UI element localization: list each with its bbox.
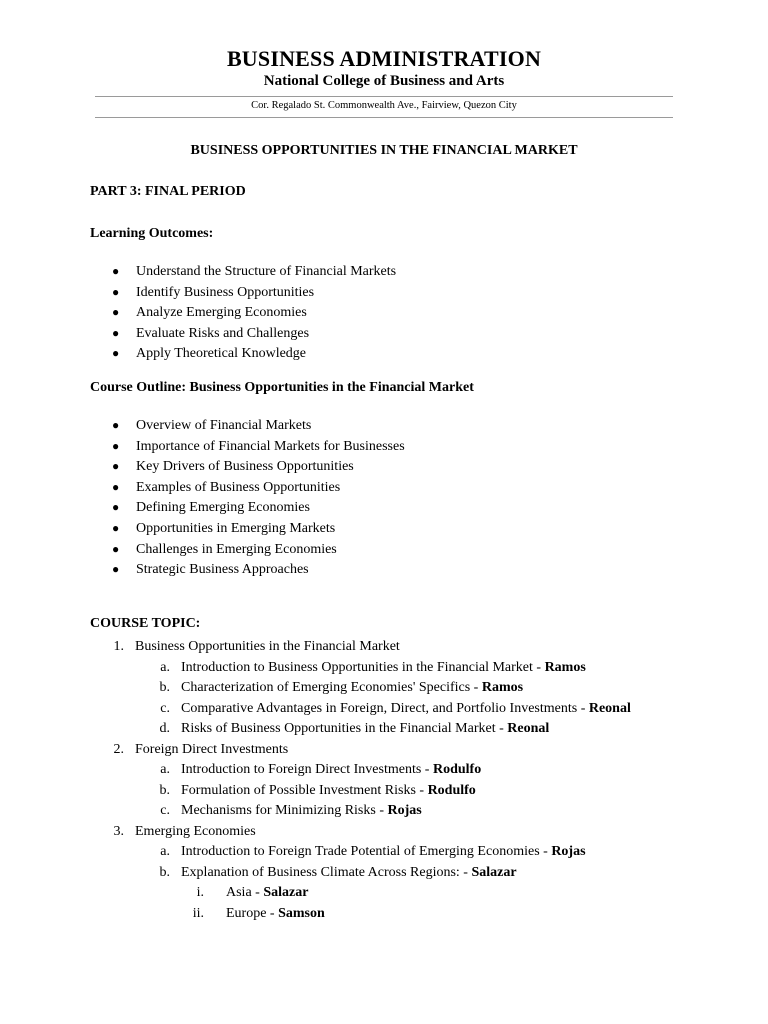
bullet-icon: ● xyxy=(112,500,120,515)
subtopic-letter: a. xyxy=(160,659,170,675)
sub-subtopic-numeral: i. xyxy=(196,885,204,900)
bullet-icon: ● xyxy=(112,541,120,556)
sub-subtopic-numeral: ii. xyxy=(192,905,204,921)
assigned-presenter: Rojas xyxy=(551,844,586,859)
list-item xyxy=(112,415,405,436)
subtopic-letter: c. xyxy=(160,700,170,716)
subtopic-text: Mechanisms for Minimizing Risks - Rojas xyxy=(181,803,422,818)
bullet-icon: ● xyxy=(112,562,120,577)
topic-number: 1. xyxy=(113,639,124,654)
list-item xyxy=(112,477,405,498)
bullet-icon: ● xyxy=(112,325,120,340)
subtopic-letter: b. xyxy=(159,864,170,880)
sub-subtopic-text: Asia - Salazar xyxy=(226,885,309,900)
institution-name: National College of Business and Arts xyxy=(263,73,505,89)
subtopic-text: Explanation of Business Climate Across Regions: - Salazar xyxy=(181,864,517,880)
subtopic-text: Characterization of Emerging Economies' Specifics - Ramos xyxy=(181,680,524,695)
topic-number: 3. xyxy=(113,823,124,839)
course-topic-heading: COURSE TOPIC: xyxy=(90,616,201,631)
learning-outcomes-heading: Learning Outcomes: xyxy=(90,226,214,241)
list-item-text: Examples of Business Opportunities xyxy=(136,479,341,495)
assigned-presenter: Salazar xyxy=(263,885,309,900)
list-item xyxy=(112,436,405,457)
list-item xyxy=(112,559,405,580)
list-item xyxy=(112,261,396,282)
subtopic-letter: b. xyxy=(159,782,170,798)
list-item-text: Analyze Emerging Economies xyxy=(136,305,307,321)
list-item-text: Strategic Business Approaches xyxy=(136,562,309,578)
subtopic-letter: b. xyxy=(159,680,170,695)
bullet-icon: ● xyxy=(112,479,120,494)
list-item-text: Understand the Structure of Financial Markets xyxy=(136,264,397,279)
header-divider-top xyxy=(95,96,673,97)
part-heading: PART 3: FINAL PERIOD xyxy=(90,184,246,199)
assigned-presenter: Rojas xyxy=(387,803,422,818)
list-item-text: Identify Business Opportunities xyxy=(136,284,315,300)
assigned-presenter: Salazar xyxy=(471,864,517,880)
bullet-icon: ● xyxy=(112,438,120,453)
subtopic-letter: c. xyxy=(160,803,170,818)
list-item xyxy=(112,456,405,477)
assigned-presenter: Ramos xyxy=(481,680,524,695)
subtopic-letter: a. xyxy=(160,844,170,859)
bullet-icon: ● xyxy=(112,284,120,299)
topic-text: Emerging Economies xyxy=(135,823,256,839)
course-outline-list xyxy=(112,415,405,580)
list-item xyxy=(112,302,396,323)
list-item xyxy=(112,518,405,539)
topic-number: 2. xyxy=(113,741,124,757)
assigned-presenter: Rodulfo xyxy=(427,782,476,798)
bullet-icon: ● xyxy=(112,305,120,320)
learning-outcomes-list xyxy=(112,261,396,364)
list-item xyxy=(112,323,396,344)
topic-text: Foreign Direct Investments xyxy=(135,741,289,757)
bullet-icon: ● xyxy=(112,520,120,535)
list-item-text: Evaluate Risks and Challenges xyxy=(136,325,310,341)
assigned-presenter: Reonal xyxy=(507,721,550,736)
list-item-text: Importance of Financial Markets for Businesses xyxy=(136,438,405,454)
list-item xyxy=(112,497,405,518)
assigned-presenter: Ramos xyxy=(544,659,586,675)
list-item-text: Apply Theoretical Knowledge xyxy=(136,346,307,362)
topic-text: Business Opportunities in the Financial Market xyxy=(135,639,400,654)
subtopic-text: Risks of Business Opportunities in the Financial Market - Reonal xyxy=(181,721,550,736)
sub-subtopic-text: Europe - Samson xyxy=(226,905,325,921)
list-item-text: Challenges in Emerging Economies xyxy=(136,541,337,557)
subtopic-letter: d. xyxy=(159,721,170,736)
assigned-presenter: Samson xyxy=(278,905,325,921)
list-item xyxy=(112,282,396,303)
institution-address: Cor. Regalado St. Commonwealth Ave., Fairview, Quezon City xyxy=(251,100,517,111)
assigned-presenter: Rodulfo xyxy=(432,762,482,777)
list-item xyxy=(112,539,405,560)
list-item-text: Key Drivers of Business Opportunities xyxy=(136,459,354,475)
document-title: BUSINESS OPPORTUNITIES IN THE FINANCIAL MARKET xyxy=(190,143,578,158)
header-divider-bottom xyxy=(95,117,673,118)
list-item-text: Overview of Financial Markets xyxy=(136,418,312,433)
course-outline-heading: Course Outline: Business Opportunities in the Financial Market xyxy=(90,380,474,395)
subtopic-text: Formulation of Possible Investment Risks - Rodulfo xyxy=(181,782,476,798)
bullet-icon: ● xyxy=(112,418,120,432)
subtopic-text: Introduction to Business Opportunities in the Financial Market - Ramos xyxy=(181,659,586,675)
subtopic-letter: a. xyxy=(160,762,170,777)
bullet-icon: ● xyxy=(112,459,120,474)
subtopic-text: Comparative Advantages in Foreign, Direct, and Portfolio Investments - Reonal xyxy=(181,700,631,716)
list-item xyxy=(112,343,396,364)
subtopic-text: Introduction to Foreign Trade Potential of Emerging Economies - Rojas xyxy=(181,844,586,859)
program-title: BUSINESS ADMINISTRATION xyxy=(226,46,542,71)
bullet-icon: ● xyxy=(112,346,120,361)
bullet-icon: ● xyxy=(112,264,120,278)
list-item-text: Defining Emerging Economies xyxy=(136,500,310,516)
list-item-text: Opportunities in Emerging Markets xyxy=(136,520,336,536)
subtopic-text: Introduction to Foreign Direct Investments - Rodulfo xyxy=(181,762,482,777)
assigned-presenter: Reonal xyxy=(588,700,631,716)
